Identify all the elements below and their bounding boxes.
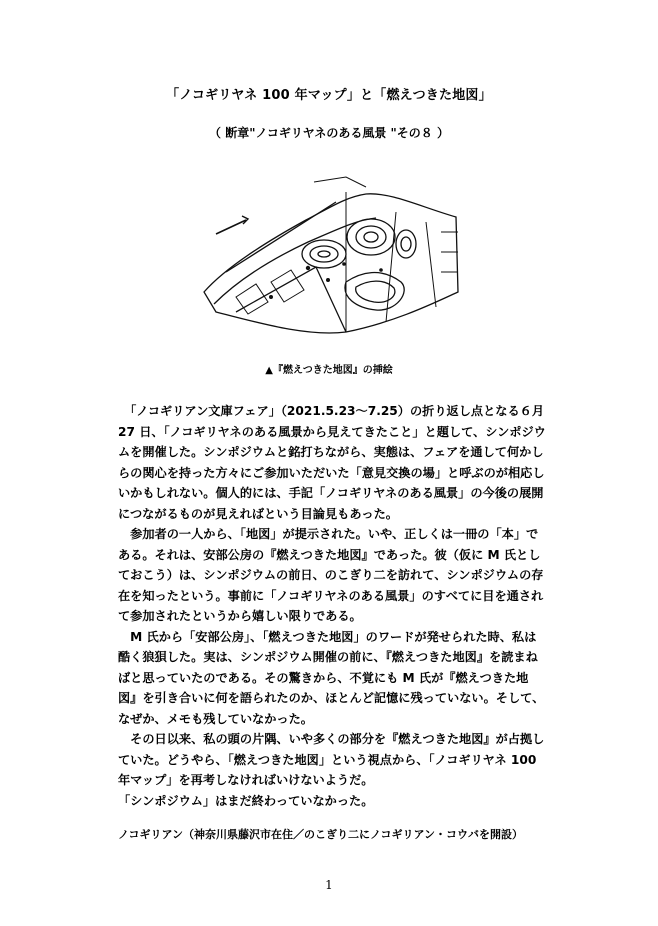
paragraph: M 氏から「安部公房」、「燃えつきた地図」のワードが発せられた時、私は酷く狼狽した。実は、シンポジウム開催の前に、『燃えつきた地図』を読まねばと思っていたのである。その驚きから、不覚にも M 氏が『燃えつきた地図』を引き合いに何を語られたのか、ほとんど記憶に残っていない。そして、なぜか、メモも残していなかった。	[118, 629, 545, 726]
page-number: 1	[325, 878, 333, 892]
document-subtitle: （ 断章"ノコギリヤネのある風景 "その８ ）	[209, 126, 449, 140]
document-title: 「ノコギリヤネ 100 年マップ」と「燃えつきた地図」	[166, 88, 492, 103]
paragraph: その日以来、私の頭の片隅、いや多くの部分を『燃えつきた地図』が占拠していた。どうやら、「燃えつきた地図」という視点から、「ノコギリヤネ 100 年マップ」を再考しなければいけないようだ。	[118, 732, 545, 787]
author-line: ノコギリアン（神奈川県藤沢市在住／のこぎり二にノコギリアン・コウバを開設）	[118, 828, 524, 841]
map-illustration	[196, 172, 466, 344]
body-text	[118, 401, 546, 811]
paragraph: 「シンポジウム」はまだ終わっていなかった。	[118, 793, 374, 808]
paragraph: 参加者の一人から、「地図」が提示された。いや、正しくは一冊の「本」である。それは、安部公房の『燃えつきた地図』であった。彼（仮に M 氏としておこう）は、シンポジウムの前日、のこぎり二を訪れて、シンポジウムの存在を知ったという。事前に「ノコギリヤネのある風景」のすべてに目を通されて参加されたというから嬉しい限りである。	[118, 527, 544, 623]
paragraph: 「ノコギリアン文庫フェア」（2021.5.23～7.25）の折り返し点となる６月 27 日、「ノコギリヤネのある風景から見えてきたこと」と題して、シンポジウムを開催した。シンポジウムと銘打ちながら、実態は、フェアを通して何かしらの関心を持った方々にご参加いただいた「意見交換の場」と呼ぶのが相応しいかもしれない。個人的には、手記「ノコギリヤネのある風景」の今後の展開につながるものが見えればという目論見もあった。	[118, 404, 546, 521]
figure-caption: ▲『燃えつきた地図』の挿絵	[265, 365, 393, 376]
